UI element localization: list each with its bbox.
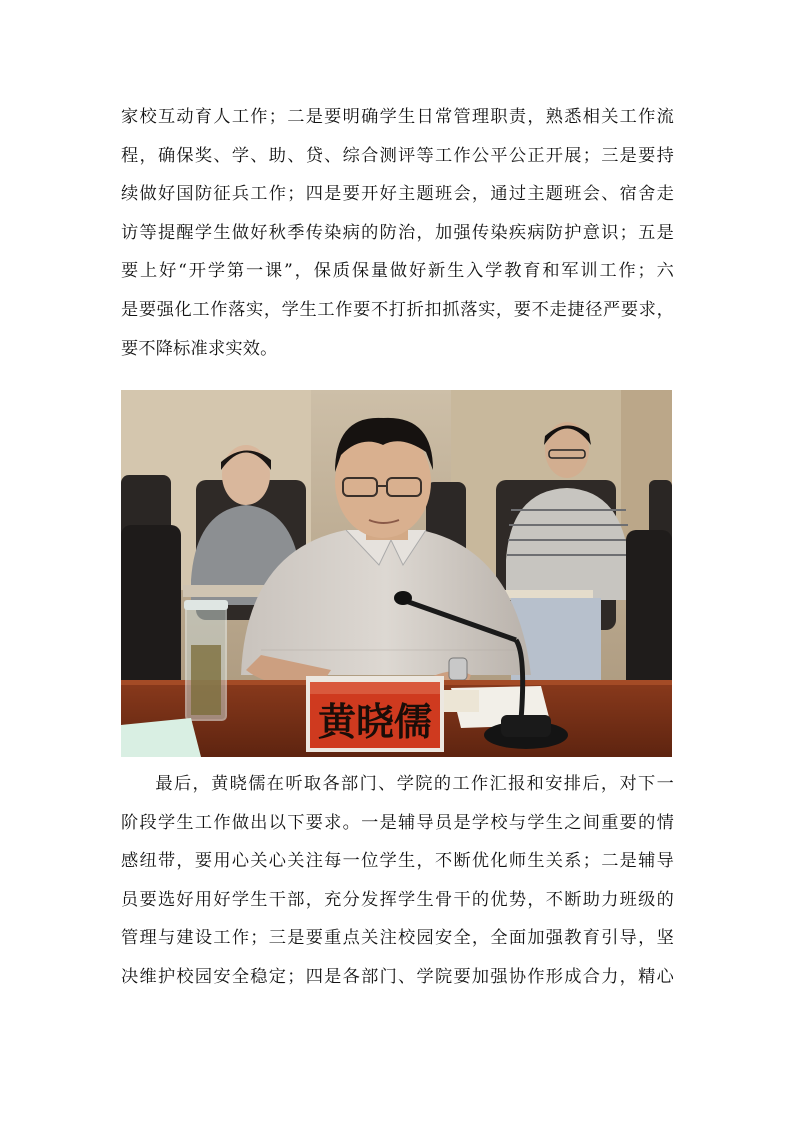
paragraph-line: 访等提醒学生做好秋季传染病的防治，加强传染疾病防护意识；五是 (121, 222, 674, 243)
nameplate-label: 黄晓儒 (317, 699, 433, 744)
paragraph-bottom (121, 765, 674, 997)
paragraph-line: 阶段学生工作做出以下要求。一是辅导员是学校与学生之间重要的情 (121, 812, 674, 833)
paragraph-line: 续做好国防征兵工作；四是要开好主题班会，通过主题班会、宿舍走 (121, 184, 674, 205)
paragraph-line: 最后，黄晓儒在听取各部门、学院的工作汇报和安排后，对下一 (155, 774, 674, 794)
paragraph-line: 要上好“开学第一课”，保质保量做好新生入学教育和军训工作；六 (121, 261, 674, 282)
meeting-photo (121, 390, 672, 757)
paragraph-line: 决维护校园安全稳定；四是各部门、学院要加强协作形成合力，精心 (121, 966, 674, 987)
paragraph-line: 管理与建设工作；三是要重点关注校园安全，全面加强教育引导，坚 (121, 928, 674, 949)
paragraph-line: 要不降标准求实效。 (121, 338, 278, 359)
paragraph-line: 感纽带，要用心关心关注每一位学生，不断优化师生关系；二是辅导 (121, 851, 674, 872)
paragraph-line: 员要选好用好学生干部，充分发挥学生骨干的优势，不断助力班级的 (121, 889, 674, 910)
paragraph-top (121, 98, 674, 368)
paragraph-line: 程，确保奖、学、助、贷、综合测评等工作公平公正开展；三是要持 (121, 145, 674, 166)
paragraph-line: 是要强化工作落实，学生工作要不打折扣抓落实，要不走捷径严要求， (121, 299, 674, 320)
paragraph-line: 家校互动育人工作；二是要明确学生日常管理职责，熟悉相关工作流 (121, 107, 674, 127)
